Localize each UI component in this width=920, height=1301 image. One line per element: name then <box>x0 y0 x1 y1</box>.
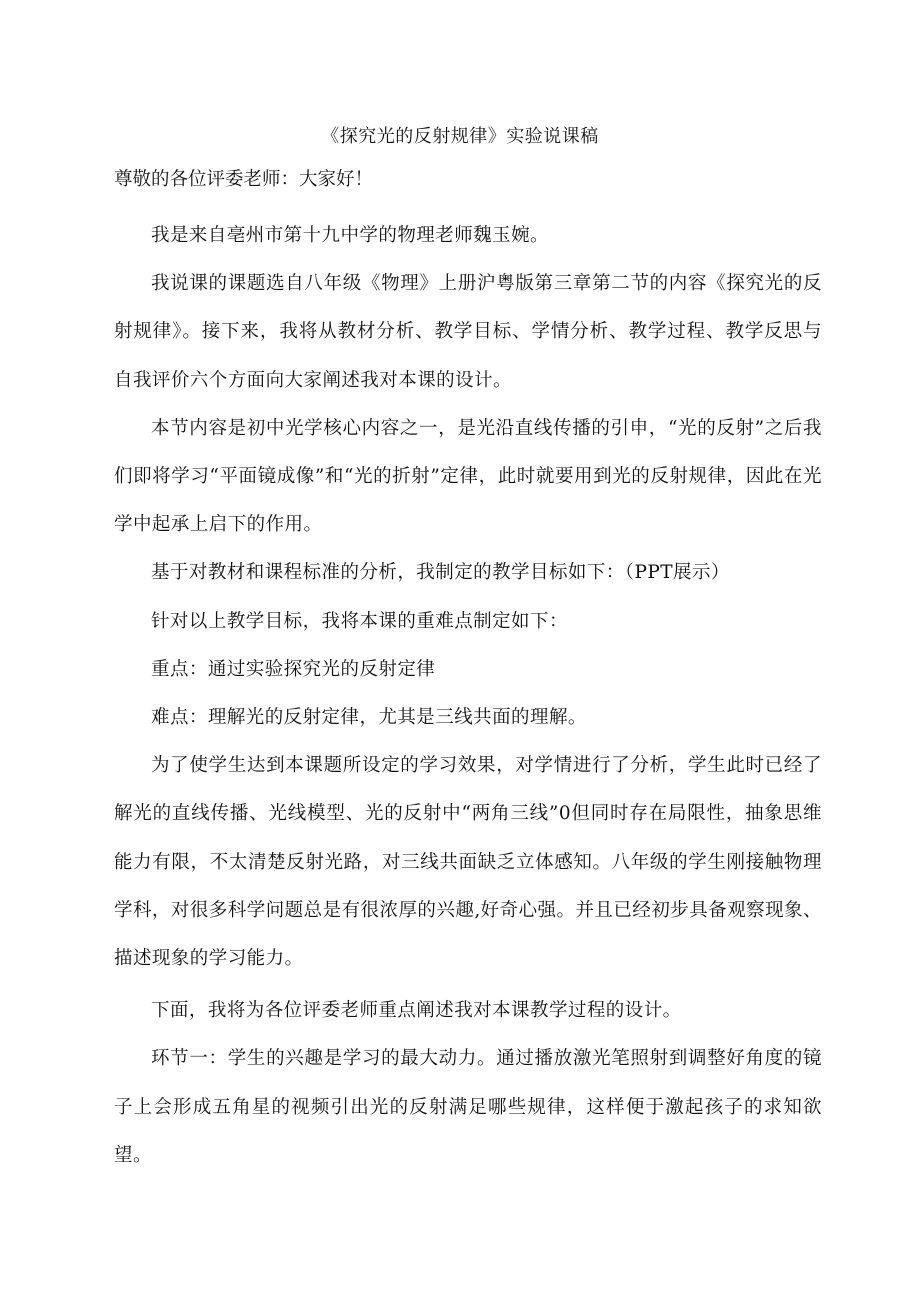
paragraph-intro: 我是来自亳州市第十九中学的物理老师魏玉婉。 <box>151 225 549 246</box>
paragraph-difficult-point: 难点：理解光的反射定律，尤其是三线共面的理解。 <box>151 707 587 729</box>
paragraph-learner-analysis: 为了使学生达到本课题所设定的学习效果，对学情进行了分析，学生此时已经了解光的直线传播、光线模型、光的反射中“两角三线”0但同时存在局限性，抽象思维能力有限，不太清楚反射光路，对三线共面缺乏立体感知。八年级的学生刚接触物理学科，对很多科学问题总是有很浓厚的兴趣,好奇心强。并且已经初步具备观察现象、描述现象的学习能力。 <box>114 755 822 970</box>
paragraph-process-intro: 下面，我将为各位评委老师重点阐述我对本课教学过程的设计。 <box>151 1000 682 1022</box>
paragraph-content-analysis: 本节内容是初中光学核心内容之一，是光沿直线传播的引申，“光的反射”之后我们即将学习“平面镜成像”和“光的折射”定律，此时就要用到光的反射规律，因此在光学中起承上启下的作用。 <box>114 417 822 536</box>
document-body <box>114 212 822 1180</box>
paragraph-objectives: 基于对教材和课程标准的分析，我制定的教学目标如下：（PPT展示） <box>151 562 730 584</box>
paragraph-stage-one: 环节一：学生的兴趣是学习的最大动力。通过播放激光笔照射到调整好角度的镜子上会形成五角星的视频引出光的反射满足哪些规律，这样便于激起孩子的求知欲望。 <box>114 1048 822 1166</box>
paragraph-key-points-intro: 针对以上教学目标，我将本课的重难点制定如下： <box>151 610 568 632</box>
paragraph-key-point: 重点：通过实验探究光的反射定律 <box>151 658 436 680</box>
document-title: 《探究光的反射规律》实验说课稿 <box>321 126 599 147</box>
greeting-line: 尊敬的各位评委老师：大家好！ <box>114 169 374 190</box>
paragraph-topic: 我说课的课题选自八年级《物理》上册沪粤版第三章第二节的内容《探究光的反射规律》。接下来，我将从教材分析、教学目标、学情分析、教学过程、教学反思与自我评价六个方面向大家阐述我对本课的设计。 <box>114 273 822 391</box>
